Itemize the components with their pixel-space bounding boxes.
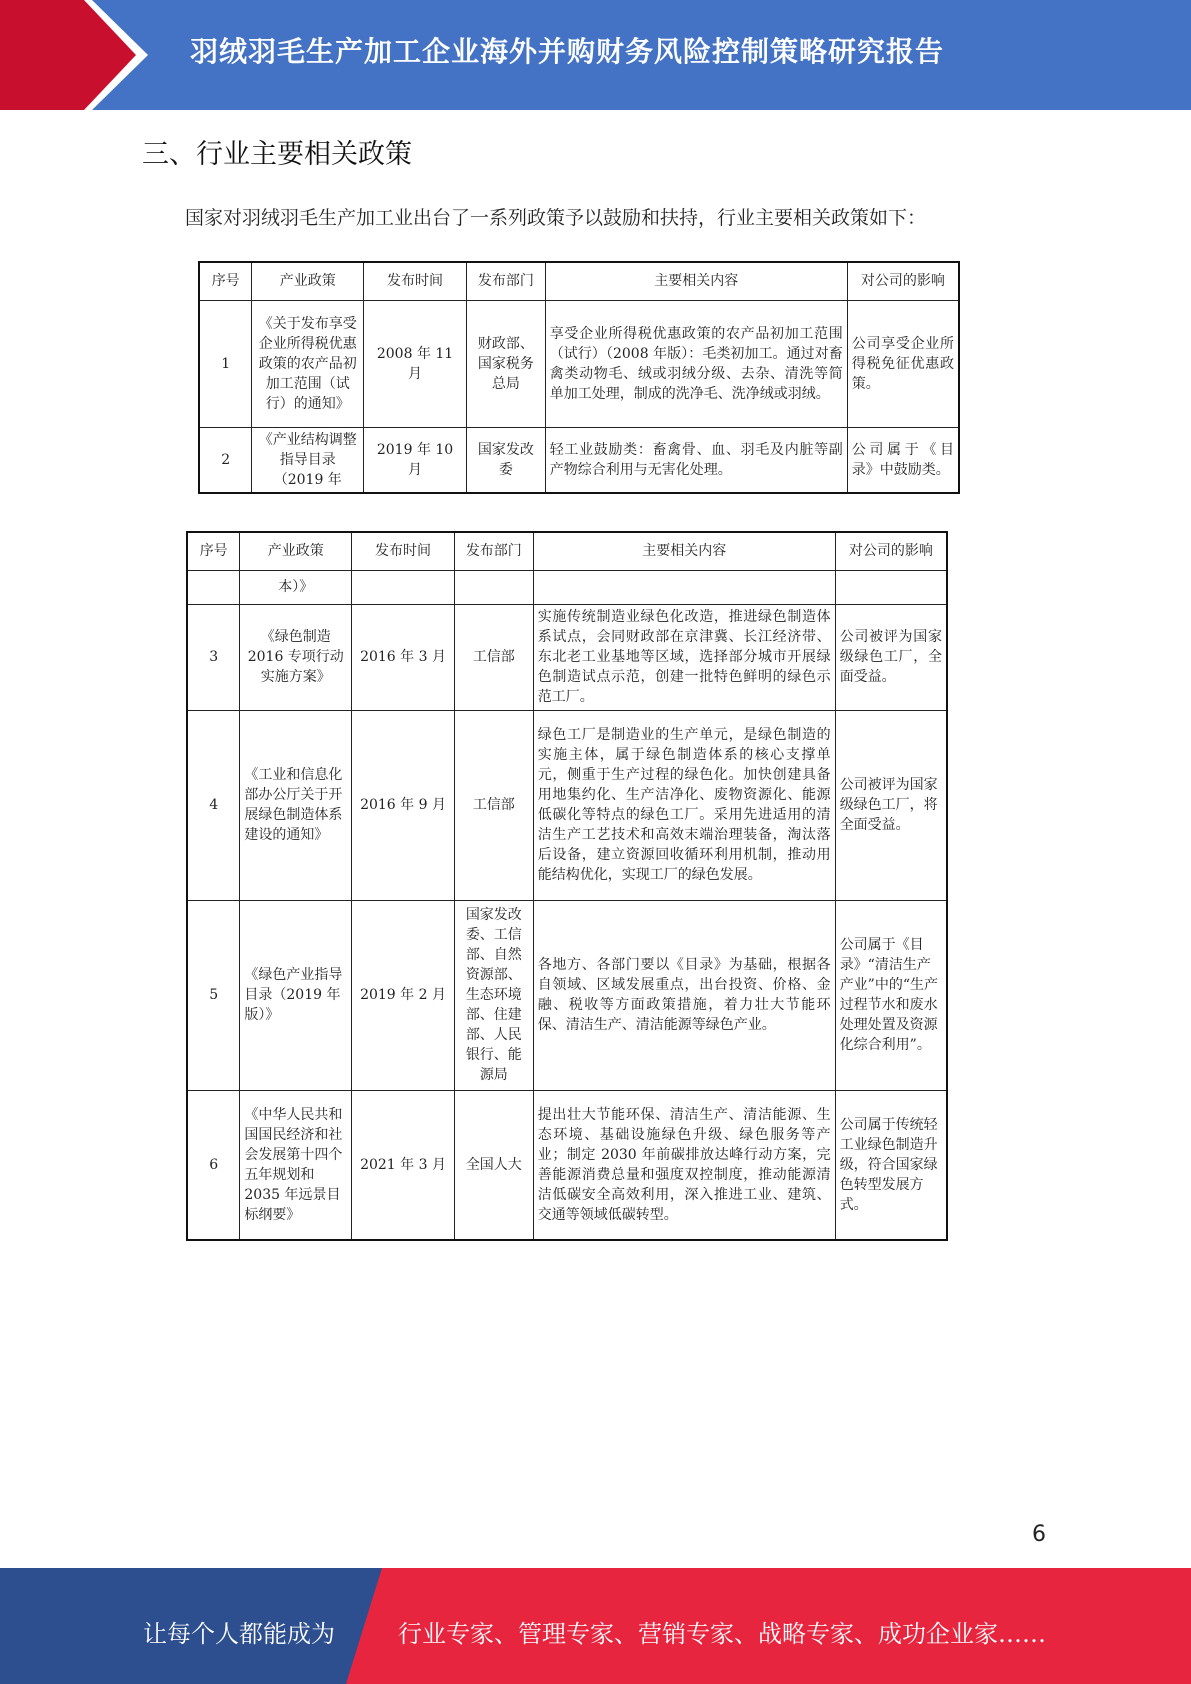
cell-no: 4 [187,710,240,900]
page-header [0,0,1191,110]
header-content: 主要相关内容 [545,262,847,300]
cell-date: 2016 年 3 月 [352,604,455,710]
header-policy: 产业政策 [252,262,364,300]
cell-content: 各地方、各部门要以《目录》为基础，根据各自领域、区域发展重点，出台投资、价格、金融、税收等方面政策措施，着力壮大节能环保、清洁生产、清洁能源等绿色产业。 [533,900,835,1090]
cell-date: 2016 年 9 月 [352,710,455,900]
cell-no: 2 [199,427,252,493]
header-dept: 发布部门 [466,262,545,300]
cell-impact: 公司属于《目录》中鼓励类。 [847,427,959,493]
cell-content [533,570,835,604]
cell-policy: 《产业结构调整指导目录（2019 年 [252,427,364,493]
header-content: 主要相关内容 [533,532,835,570]
cell-dept [454,570,533,604]
cell-date [352,570,455,604]
cell-dept: 国家发改委 [466,427,545,493]
table-continuation-row [187,570,947,604]
cell-policy: 《绿色制造 2016 专项行动实施方案》 [240,604,352,710]
footer-slogan-right: 行业专家、管理专家、营销专家、战略专家、成功企业家…… [398,1620,1046,1648]
table-header-row [187,532,947,570]
cell-impact: 公司享受企业所得税免征优惠政策。 [847,300,959,427]
cell-content: 提出壮大节能环保、清洁生产、清洁能源、生态环境、基础设施绿色升级、绿色服务等产业；制定 2030 年前碳排放达峰行动方案，完善能源消费总量和强度双控制度，推动能源清洁低碳安全高效利用，深入推进工业、建筑、交通等领域低碳转型。 [533,1090,835,1240]
table-row [199,300,959,427]
cell-no [187,570,240,604]
header-no: 序号 [199,262,252,300]
table-row [187,604,947,710]
header-title: 羽绒羽毛生产加工企业海外并购财务风险控制策略研究报告 [190,35,945,68]
cell-no: 6 [187,1090,240,1240]
cell-content: 享受企业所得税优惠政策的农产品初加工范围（试行）（2008 年版）：毛类初加工。通过对畜禽类动物毛、绒或羽绒分级、去杂、清洗等简单加工处理，制成的洗净毛、洗净绒或羽绒。 [545,300,847,427]
cell-policy: 《工业和信息化部办公厅关于开展绿色制造体系建设的通知》 [240,710,352,900]
header-policy: 产业政策 [240,532,352,570]
cell-no: 1 [199,300,252,427]
cell-dept: 全国人大 [454,1090,533,1240]
cell-content: 实施传统制造业绿色化改造，推进绿色制造体系试点，会同财政部在京津冀、长江经济带、东北老工业基地等区域，选择部分城市开展绿色制造试点示范，创建一批特色鲜明的绿色示范工厂。 [533,604,835,710]
cell-policy: 《中华人民共和国国民经济和社会发展第十四个五年规划和 2035 年远景目标纲要》 [240,1090,352,1240]
cell-impact: 公司被评为国家级绿色工厂，全面受益。 [835,604,947,710]
cell-policy: 本）》 [240,570,352,604]
table-header-row [199,262,959,300]
policy-table-1 [198,261,960,494]
cell-no: 3 [187,604,240,710]
page-footer [0,1568,1191,1684]
cell-dept: 工信部 [454,710,533,900]
section-title: 三、行业主要相关政策 [142,139,412,170]
header-no: 序号 [187,532,240,570]
header-date: 发布时间 [352,532,455,570]
cell-impact: 公司属于传统轻工业绿色制造升级，符合国家绿色转型发展方式。 [835,1090,947,1240]
cell-date: 2019 年 2 月 [352,900,455,1090]
cell-date: 2019 年 10 月 [364,427,467,493]
cell-dept: 工信部 [454,604,533,710]
table-row [187,710,947,900]
cell-policy: 《关于发布享受企业所得税优惠政策的农产品初加工范围（试行）的通知》 [252,300,364,427]
policy-table-2 [186,531,948,1241]
cell-date: 2008 年 11 月 [364,300,467,427]
cell-impact: 公司属于《目录》“清洁生产产业”中的“生产过程节水和废水处理处置及资源化综合利用”。 [835,900,947,1090]
footer-slogan-left: 让每个人都能成为 [143,1620,335,1648]
table-row [187,1090,947,1240]
table-row [199,427,959,493]
cell-dept: 财政部、国家税务总局 [466,300,545,427]
cell-impact [835,570,947,604]
cell-content: 轻工业鼓励类：畜禽骨、血、羽毛及内脏等副产物综合利用与无害化处理。 [545,427,847,493]
intro-paragraph: 国家对羽绒羽毛生产加工业出台了一系列政策予以鼓励和扶持，行业主要相关政策如下： [185,207,927,229]
header-impact: 对公司的影响 [835,532,947,570]
page-number: 6 [1032,1522,1046,1547]
header-red-chevron [0,0,150,110]
cell-date: 2021 年 3 月 [352,1090,455,1240]
cell-no: 5 [187,900,240,1090]
header-dept: 发布部门 [454,532,533,570]
cell-impact: 公司被评为国家级绿色工厂，将全面受益。 [835,710,947,900]
header-impact: 对公司的影响 [847,262,959,300]
cell-dept: 国家发改委、工信部、自然资源部、生态环境部、住建部、人民银行、能源局 [454,900,533,1090]
cell-policy: 《绿色产业指导目录（2019 年版）》 [240,900,352,1090]
cell-content: 绿色工厂是制造业的生产单元，是绿色制造的实施主体，属于绿色制造体系的核心支撑单元，侧重于生产过程的绿色化。加快创建具备用地集约化、生产洁净化、废物资源化、能源低碳化等特点的绿色工厂。采用先进适用的清洁生产工艺技术和高效末端治理装备，淘汰落后设备，建立资源回收循环利用机制，推动用能结构优化，实现工厂的绿色发展。 [533,710,835,900]
header-date: 发布时间 [364,262,467,300]
table-row [187,900,947,1090]
